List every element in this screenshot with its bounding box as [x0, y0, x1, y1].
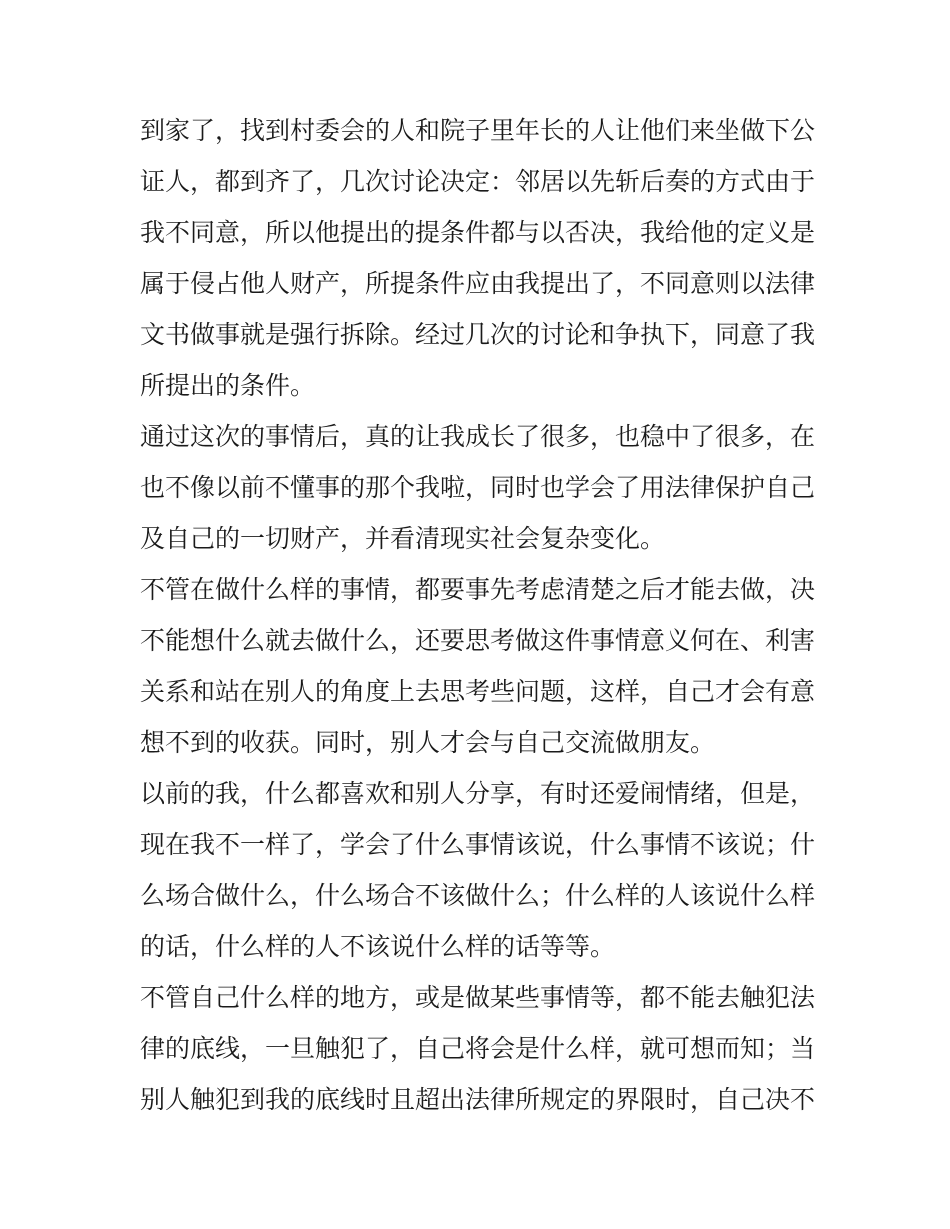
text-line: 也不像以前不懂事的那个我啦，同时也学会了用法律保护自己	[140, 473, 816, 502]
text-line: 不管在做什么样的事情，都要事先考虑清楚之后才能去做，决	[140, 575, 816, 604]
text-line: 不能想什么就去做什么，还要思考做这件事情意义何在、利害	[140, 626, 816, 655]
text-line: 别人触犯到我的底线时且超出法律所规定的界限时，自己决不	[140, 1085, 816, 1114]
text-line: 文书做事就是强行拆除。经过几次的讨论和争执下，同意了我	[140, 320, 816, 349]
text-line: 现在我不一样了，学会了什么事情该说，什么事情不该说；什	[140, 830, 816, 859]
text-line: 么场合做什么，什么场合不该做什么；什么样的人该说什么样	[140, 881, 816, 910]
text-line: 证人，都到齐了，几次讨论决定：邻居以先斩后奏的方式由于	[140, 167, 816, 196]
text-line: 不管自己什么样的地方，或是做某些事情等，都不能去触犯法	[140, 983, 816, 1012]
text-line: 我不同意，所以他提出的提条件都与以否决，我给他的定义是	[140, 218, 816, 247]
text-line: 及自己的一切财产，并看清现实社会复杂变化。	[140, 524, 666, 553]
text-line: 律的底线，一旦触犯了，自己将会是什么样，就可想而知；当	[140, 1034, 816, 1063]
text-line: 关系和站在别人的角度上去思考些问题，这样，自己才会有意	[140, 677, 816, 706]
text-line: 想不到的收获。同时，别人才会与自己交流做朋友。	[140, 728, 716, 757]
text-line: 通过这次的事情后，真的让我成长了很多，也稳中了很多，在	[140, 422, 816, 451]
text-line: 属于侵占他人财产，所提条件应由我提出了，不同意则以法律	[140, 269, 816, 298]
text-line: 所提出的条件。	[140, 371, 316, 400]
text-line: 的话，什么样的人不该说什么样的话等等。	[140, 932, 616, 961]
text-line: 到家了，找到村委会的人和院子里年长的人让他们来坐做下公	[140, 116, 816, 145]
text-line: 以前的我，什么都喜欢和别人分享，有时还爱闹情绪，但是，	[140, 779, 816, 808]
document-page	[140, 105, 820, 1125]
